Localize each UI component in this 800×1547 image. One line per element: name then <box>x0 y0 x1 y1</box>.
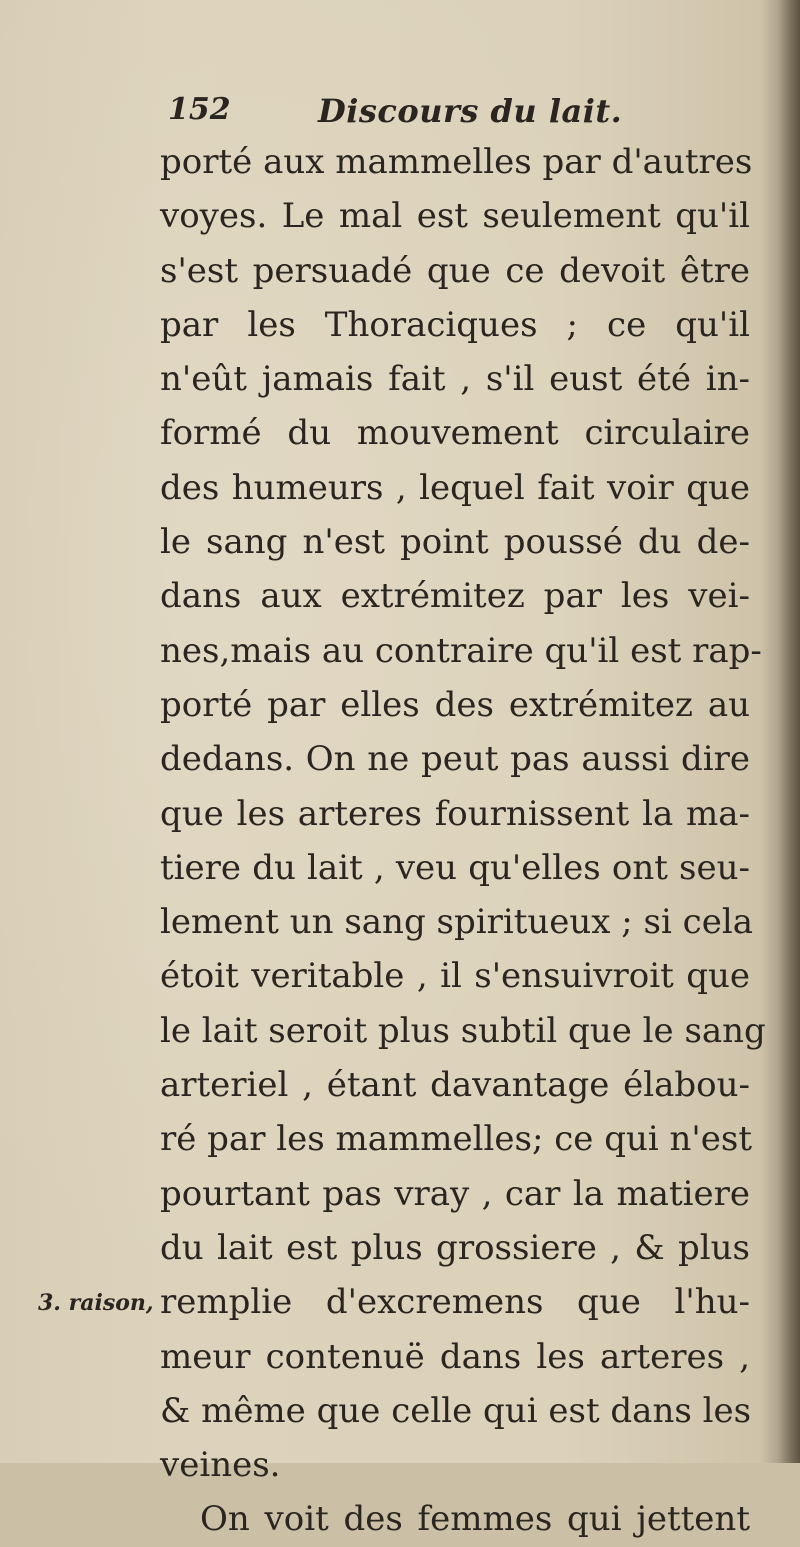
text-line: remplie d'excremens que l'hu- <box>160 1282 750 1323</box>
text-line: le lait seroit plus subtil que le sang <box>160 1010 766 1051</box>
text-line: étoit veritable , il s'ensuivroit que <box>160 956 750 997</box>
text-line: veines. <box>160 1445 281 1486</box>
text-line: des humeurs , lequel fait voir que <box>160 467 750 508</box>
running-head: Discours du lait. <box>318 92 623 130</box>
page-header <box>168 92 748 132</box>
text-line: porté aux mammelles par d'autres <box>160 142 753 182</box>
text-line: On voit des femmes qui jettent <box>200 1499 750 1540</box>
text-line: arteriel , étant davantage élabou- <box>160 1065 750 1106</box>
text-line: & même que celle qui est dans les <box>160 1390 752 1431</box>
text-line: formé du mouvement circulaire <box>160 413 750 454</box>
text-line: pourtant pas vray , car la matiere <box>160 1173 750 1214</box>
text-line: dans aux extrémitez par les vei- <box>160 576 750 617</box>
text-line: meur contenuë dans les arteres , <box>160 1336 750 1377</box>
text-line: voyes. Le mal est seulement qu'il <box>160 196 750 237</box>
text-line: le sang n'est point poussé du de- <box>160 522 750 563</box>
margin-note: 3. raison, <box>38 1290 154 1316</box>
text-line: par les Thoraciques ; ce qu'il <box>160 304 750 345</box>
text-line: que les arteres fournissent la ma- <box>160 793 750 834</box>
text-line: ré par les mammelles; ce qui n'est <box>160 1119 753 1160</box>
text-line: du lait est plus grossiere , & plus <box>160 1227 750 1268</box>
page-edge-shadow <box>778 0 800 1463</box>
text-line: n'eût jamais fait , s'il eust été in- <box>160 359 750 400</box>
text-line: lement un sang spiritueux ; si cela <box>160 902 753 943</box>
text-line: dedans. On ne peut pas aussi dire <box>160 739 750 780</box>
text-line: s'est persuadé que ce devoit être <box>160 250 750 291</box>
text-line: nes,mais au contraire qu'il est rap- <box>160 630 762 671</box>
text-line: tiere du lait , veu qu'elles ont seu- <box>160 847 750 888</box>
body-text <box>160 135 766 1547</box>
page-number: 152 <box>168 92 231 127</box>
text-line: porté par elles des extrémitez au <box>160 684 750 725</box>
